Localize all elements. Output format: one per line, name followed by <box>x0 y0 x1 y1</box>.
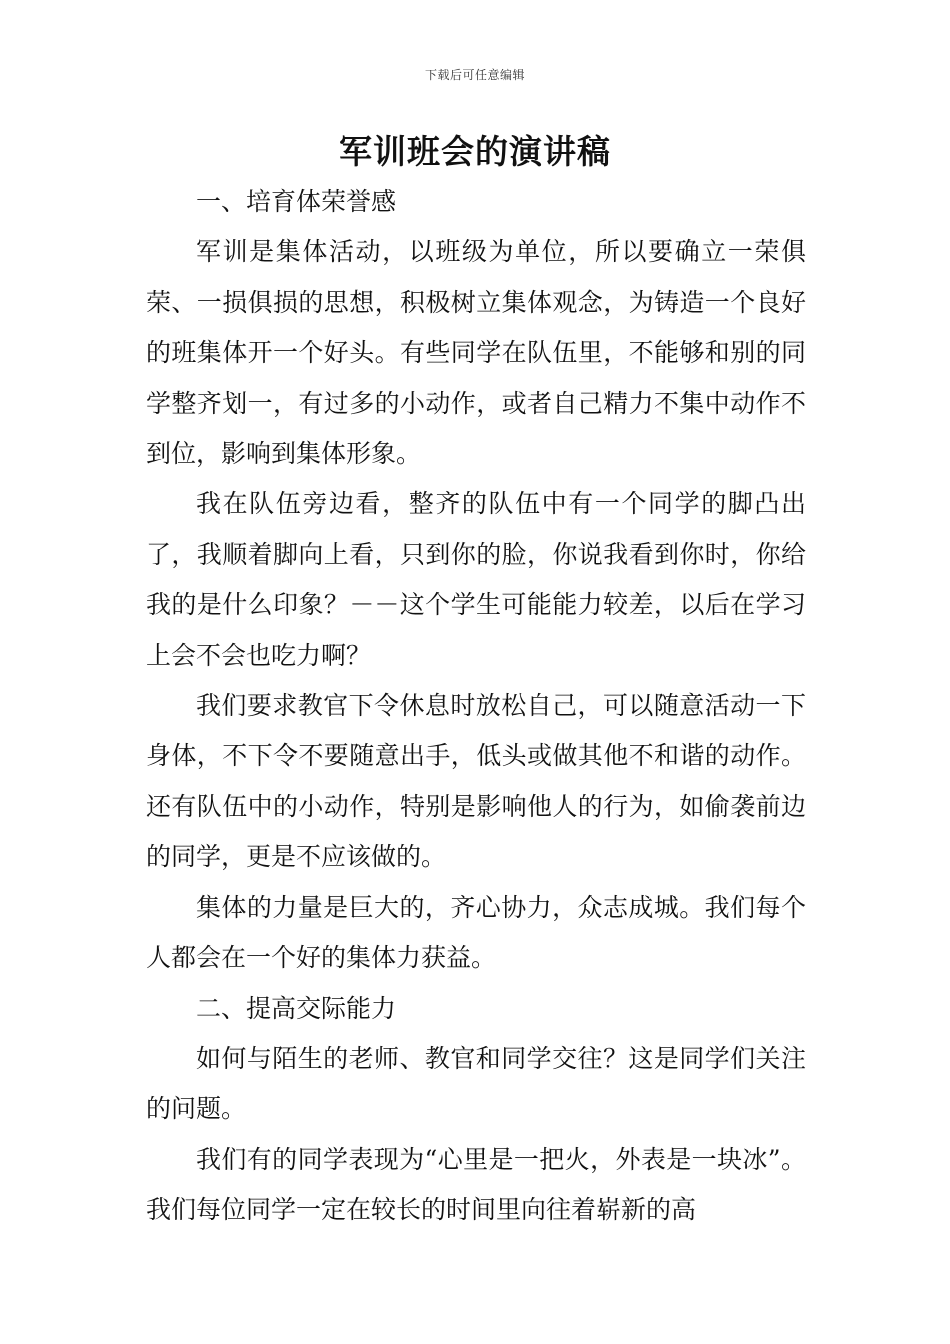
paragraph: 如何与陌生的老师、教官和同学交往？这是同学们关注的问题。 <box>146 1043 806 1124</box>
header-note: 下载后可任意编辑 <box>424 68 525 82</box>
document-body <box>146 177 806 1236</box>
paragraph: 军训是集体活动，以班级为单位，所以要确立一荣俱荣、一损俱损的思想，积极树立集体观念，为铸造一个良好的班集体开一个好头。有些同学在队伍里，不能够和别的同学整齐划一，有过多的小动作，或者自己精力不集中动作不到位，影响到集体形象。 <box>146 237 806 469</box>
paragraph: 我在队伍旁边看，整齐的队伍中有一个同学的脚凸出了，我顺着脚向上看，只到你的脸，你说我看到你时，你给我的是什么印象？－－这个学生可能能力较差，以后在学习上会不会也吃力啊？ <box>146 489 806 670</box>
paragraph: 集体的力量是巨大的，齐心协力，众志成城。我们每个人都会在一个好的集体力获益。 <box>146 892 806 973</box>
page-title: 军训班会的演讲稿 <box>339 132 611 171</box>
paragraph: 我们有的同学表现为“心里是一把火，外表是一块冰”。我们每位同学一定在较长的时间里向往着崭新的高 <box>146 1144 806 1225</box>
section-heading-2: 二、提高交际能力 <box>196 993 397 1023</box>
section-heading-1: 一、培育体荣誉感 <box>196 187 397 216</box>
paragraph: 我们要求教官下令休息时放松自己，可以随意活动一下身体，不下令不要随意出手，低头或做其他不和谐的动作。还有队伍中的小动作，特别是影响他人的行为，如偷袭前边的同学，更是不应该做的。 <box>146 691 806 872</box>
